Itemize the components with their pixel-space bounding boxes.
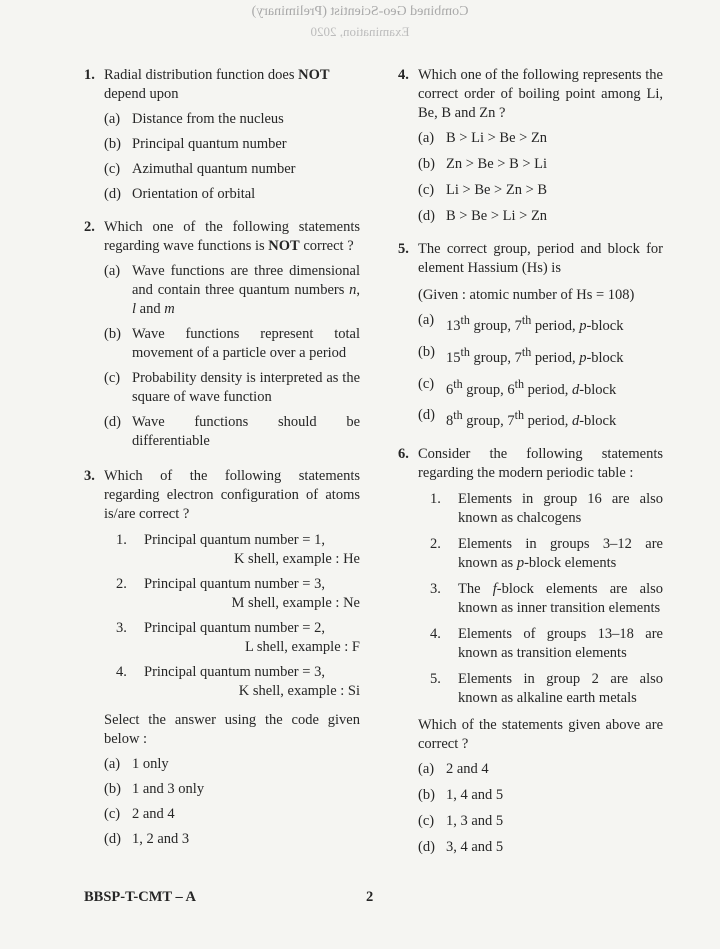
block-letter: p	[579, 317, 587, 334]
option-c	[418, 181, 663, 200]
option-label: (b)	[418, 156, 435, 172]
option-text: Wave functions are three dimensional and contain three quantum numbers	[132, 263, 360, 298]
option-italic: m	[164, 301, 175, 317]
group-number: 6	[446, 381, 454, 398]
right-column	[398, 66, 663, 857]
option-b	[104, 780, 360, 799]
option-text: 1 and 3 only	[132, 781, 205, 797]
statement-text: L shell, example : F	[244, 639, 360, 655]
option-text: Distance from the nucleus	[132, 111, 284, 127]
option-b	[104, 325, 360, 363]
option-a	[104, 755, 360, 774]
question-number: 1.	[84, 67, 95, 83]
block-letter: d	[571, 381, 580, 398]
option-text: group, 7	[469, 317, 522, 334]
bleed-through-header	[0, 2, 720, 42]
statement-2	[430, 535, 663, 573]
option-a	[104, 110, 360, 129]
option-b	[418, 155, 663, 174]
statement-text: Elements in groups 3–12 are known as	[458, 536, 663, 572]
option-label: (c)	[418, 182, 435, 198]
option-text: B > Li > Be > Zn	[446, 130, 548, 146]
option-d	[418, 838, 663, 857]
group-number: 13	[446, 317, 461, 334]
statement-1	[116, 531, 360, 569]
stem-text: Which one of the following statements regarding wave functions is	[104, 219, 360, 254]
left-column	[84, 66, 360, 849]
question-1	[84, 66, 360, 204]
statement-text: Principal quantum number = 3,	[144, 664, 325, 680]
question-3	[84, 467, 360, 849]
option-c	[418, 812, 663, 831]
option-c	[104, 160, 360, 179]
option-text: period,	[531, 349, 580, 366]
question-stem: Which one of the following represents the correct order of boiling point among Li, Be, B and Zn ?	[418, 67, 663, 121]
statement-text: -block elements are also known as inner transition elements	[458, 581, 664, 617]
option-text: B > Be > Li > Zn	[446, 208, 548, 224]
statement-text: Elements of groups 13–18 are known as transition elements	[458, 626, 663, 662]
stem-text: correct ?	[299, 238, 354, 254]
statement-3	[116, 619, 360, 657]
option-label: (c)	[104, 806, 121, 822]
question-stem: Consider the following statements regarding the modern periodic table :	[418, 446, 663, 482]
option-d	[418, 207, 663, 226]
option-text: period,	[524, 381, 572, 398]
statement-text: Principal quantum number = 3,	[144, 576, 325, 592]
option-label: (c)	[418, 375, 435, 392]
ordinal-suffix: th	[453, 408, 463, 423]
statement-label: 4.	[430, 626, 441, 643]
option-d	[418, 406, 663, 431]
option-label: (b)	[418, 787, 435, 804]
option-text: group, 7	[462, 413, 515, 430]
option-text: group, 6	[462, 381, 515, 398]
block-letter: d	[571, 413, 580, 430]
option-text: Wave functions should be differentiable	[132, 414, 360, 449]
statement-label: 5.	[430, 671, 441, 688]
option-label: (d)	[418, 407, 435, 424]
stem-bold: NOT	[268, 238, 300, 254]
question-5	[398, 240, 663, 431]
option-italic: l	[132, 301, 137, 317]
option-label: (b)	[104, 326, 121, 342]
option-text: Orientation of orbital	[132, 186, 256, 202]
statement-label: 1.	[430, 491, 441, 508]
question-number: 4.	[398, 67, 409, 83]
ordinal-suffix: th	[514, 408, 525, 423]
option-text: 2 and 4	[132, 806, 175, 822]
stem-text: depend upon	[104, 86, 179, 102]
option-text: 1, 3 and 5	[446, 813, 504, 830]
option-d	[104, 413, 360, 451]
option-label: (b)	[104, 781, 121, 797]
option-label: (a)	[418, 761, 435, 778]
question-6	[398, 445, 663, 857]
option-text: group, 7	[469, 349, 522, 366]
option-text: Probability density is interpreted as the square of wave function	[132, 370, 360, 405]
statement-text: K shell, example : He	[233, 551, 360, 567]
option-c	[418, 375, 663, 400]
option-text: -block	[579, 381, 617, 398]
stem-bold: NOT	[298, 67, 330, 83]
booklet-code: BBSP-T-CMT – A	[84, 889, 196, 905]
statement-text: The	[458, 581, 493, 598]
statement-italic: f	[492, 581, 497, 598]
option-text: ,	[356, 282, 360, 298]
page-number: 2	[366, 889, 374, 905]
option-text: -block	[586, 349, 624, 366]
question-stem: The correct group, period and block for element Hassium (Hs) is	[418, 241, 663, 276]
statement-text: M shell, example : Ne	[231, 595, 360, 611]
statement-italic: p	[516, 555, 525, 572]
question-number: 3.	[84, 468, 95, 484]
group-number: 8	[446, 413, 454, 430]
option-text: and	[136, 301, 165, 317]
question-number: 6.	[398, 446, 409, 463]
ordinal-suffix: th	[514, 376, 525, 391]
option-text: period,	[524, 413, 572, 430]
stem-text: Radial distribution function does	[104, 67, 299, 83]
option-text: Zn > Be > B > Li	[446, 156, 548, 172]
option-label: (d)	[104, 831, 121, 847]
statement-label: 3.	[430, 581, 441, 598]
option-label: (c)	[104, 370, 121, 386]
option-text: -block	[586, 317, 624, 334]
statement-text: K shell, example : Si	[238, 683, 360, 699]
statement-label: 4.	[116, 664, 127, 680]
option-label: (c)	[104, 161, 121, 177]
bleed-line-2: Examination, 2020	[310, 24, 410, 39]
option-b	[418, 343, 663, 368]
statement-label: 2.	[430, 536, 441, 553]
option-text: -block	[579, 413, 617, 430]
option-a	[418, 311, 663, 336]
ordinal-suffix: th	[453, 376, 463, 391]
ordinal-suffix: th	[460, 313, 470, 327]
statement-text: Principal quantum number = 1,	[144, 532, 325, 548]
statement-3	[430, 580, 663, 618]
statement-1	[430, 490, 663, 528]
statement-text: -block elements	[524, 555, 617, 572]
statement-2	[116, 575, 360, 613]
option-label: (a)	[104, 111, 121, 127]
option-label: (b)	[104, 136, 121, 152]
option-label: (d)	[418, 839, 435, 856]
option-c	[104, 369, 360, 407]
question-given: (Given : atomic number of Hs = 108)	[418, 287, 635, 303]
statement-5	[430, 670, 663, 708]
bleed-line-1: Combined Geo-Scientist (Preliminary)	[251, 4, 469, 19]
option-label: (a)	[104, 263, 121, 279]
option-label: (d)	[418, 208, 435, 224]
option-label: (d)	[104, 186, 121, 202]
option-text: 1 only	[132, 756, 169, 772]
statement-text: Principal quantum number = 2,	[144, 620, 325, 636]
question-instruction: Select the answer using the code given below :	[104, 712, 360, 747]
option-a	[104, 262, 360, 319]
option-text: period,	[531, 317, 580, 334]
question-stem	[104, 218, 360, 256]
statement-4	[430, 625, 663, 663]
option-label: (a)	[418, 130, 435, 146]
option-italic: n	[349, 282, 357, 298]
option-label: (a)	[418, 312, 435, 328]
question-2	[84, 218, 360, 451]
question-stem: Which of the following statements regarding electron configuration of atoms is/are correct ?	[104, 468, 360, 522]
option-a	[418, 129, 663, 148]
option-d	[104, 185, 360, 204]
option-text: Azimuthal quantum number	[132, 161, 296, 177]
question-stem	[104, 66, 360, 104]
statement-text: Elements in group 16 are also known as chalcogens	[458, 491, 663, 527]
option-b	[418, 786, 663, 805]
option-text: Principal quantum number	[132, 136, 287, 152]
statement-label: 1.	[116, 532, 127, 548]
ordinal-suffix: th	[521, 344, 532, 359]
option-text: 1, 2 and 3	[132, 831, 190, 847]
statement-text: Elements in group 2 are also known as alkaline earth metals	[458, 671, 663, 707]
option-c	[104, 805, 360, 824]
statement-label: 2.	[116, 576, 127, 592]
option-b	[104, 135, 360, 154]
ordinal-suffix: th	[460, 344, 470, 359]
option-label: (a)	[104, 756, 121, 772]
ordinal-suffix: th	[521, 313, 532, 327]
option-text: 2 and 4	[446, 761, 489, 778]
option-label: (c)	[418, 813, 435, 830]
statement-4	[116, 663, 360, 701]
option-label: (d)	[104, 414, 121, 430]
option-label: (b)	[418, 343, 435, 360]
question-4	[398, 66, 663, 226]
option-a	[418, 760, 663, 779]
question-number: 2.	[84, 219, 95, 235]
option-d	[104, 830, 360, 849]
question-number: 5.	[398, 241, 409, 257]
group-number: 15	[446, 349, 461, 366]
option-text: Li > Be > Zn > B	[446, 182, 548, 198]
option-text: Wave functions represent total movement of a particle over a period	[132, 326, 360, 361]
question-instruction: Which of the statements given above are correct ?	[418, 717, 663, 753]
statement-label: 3.	[116, 620, 127, 636]
option-text: 1, 4 and 5	[446, 787, 504, 804]
block-letter: p	[579, 349, 587, 366]
option-text: 3, 4 and 5	[446, 839, 504, 856]
